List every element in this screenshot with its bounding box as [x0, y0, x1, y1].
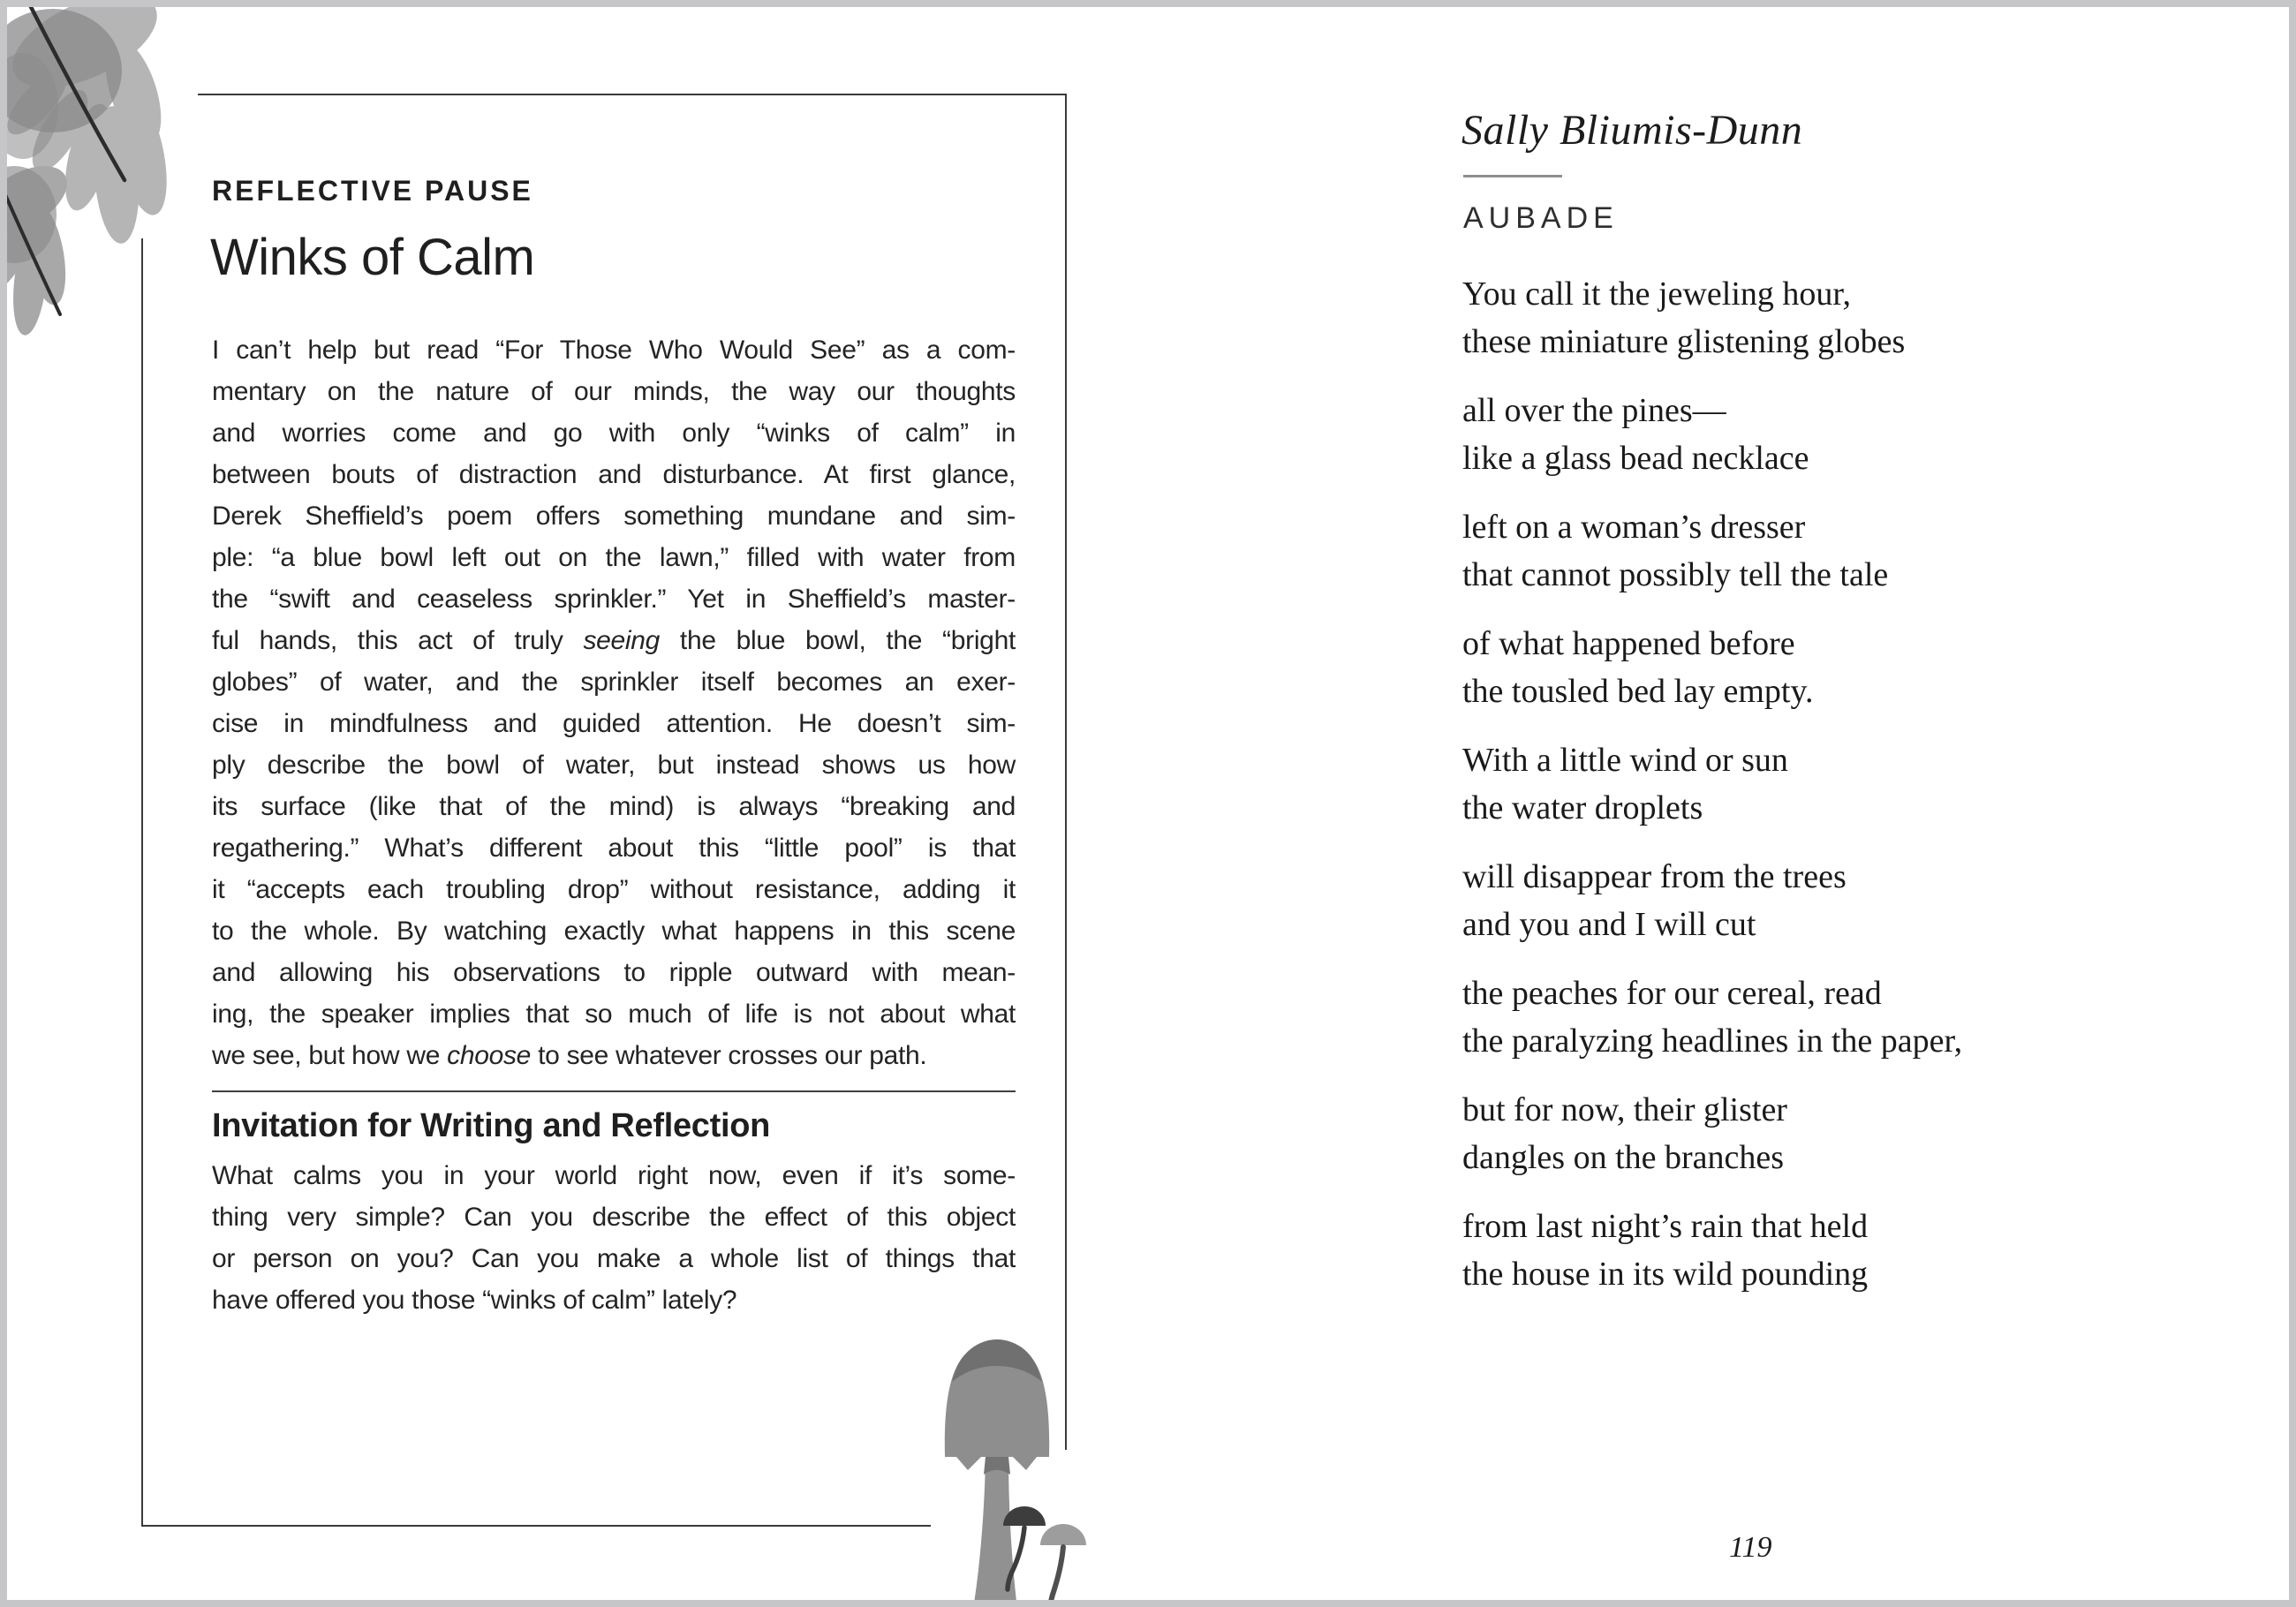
poem-title: AUBADE: [1463, 201, 1619, 235]
essay-line: the “swift and ceaseless sprinkler.” Yet in Sheffield’s master-: [212, 585, 1016, 614]
poem-author: Sally Bliumis-Dunn: [1461, 107, 1803, 154]
invitation-heading: Invitation for Writing and Reflection: [212, 1107, 771, 1144]
section-divider-rule: [212, 1090, 1016, 1092]
stanza: [1462, 1203, 1962, 1298]
essay-line: cise in mindfulness and guided attention. He doesn’t sim-: [212, 709, 1016, 738]
poem-line: these miniature glistening globes: [1462, 323, 1906, 360]
poem-line: that cannot possibly tell the tale: [1462, 556, 1889, 593]
poem-line: all over the pines—: [1462, 392, 1726, 429]
essay-line: ply describe the bowl of water, but instead shows us how: [212, 751, 1016, 780]
page-title: Winks of Calm: [210, 229, 535, 286]
essay-line-italic-word: choose: [447, 1041, 532, 1070]
poem-line: and you and I will cut: [1462, 906, 1756, 943]
essay-line: it “accepts each troubling drop” without resistance, adding it: [212, 875, 1016, 904]
poem-line: With a little wind or sun: [1462, 742, 1788, 779]
stanza: [1462, 736, 1962, 832]
essay-line-italic-word: seeing: [583, 626, 661, 655]
essay-line: [212, 1035, 1016, 1076]
essay-line-segment: the blue bowl, the “bright: [660, 626, 1016, 655]
leaf-ornament-icon: [7, 7, 201, 360]
essay-line: its surface (like that of the mind) is always “breaking and: [212, 792, 1016, 821]
essay-line-segment: we see, but how we: [212, 1041, 448, 1070]
poem-line: You call it the jeweling hour,: [1462, 275, 1852, 313]
essay-line: I can’t help but read “For Those Who Would See” as a com-: [212, 336, 1016, 365]
essay-line: Derek Sheffield’s poem offers something mundane and sim-: [212, 502, 1016, 531]
poem-body: [1462, 270, 1962, 1319]
essay-line-segment: ful hands, this act of truly: [212, 626, 584, 655]
poem-line: the water droplets: [1462, 789, 1703, 826]
invitation-line: What calms you in your world right now, even if it’s some-: [212, 1161, 1016, 1190]
poem-line: the house in its wild pounding: [1462, 1256, 1869, 1293]
poem-line: like a glass bead necklace: [1462, 440, 1809, 477]
stanza: [1462, 1086, 1962, 1181]
essay-line: to the whole. By watching exactly what happens in this scene: [212, 917, 1016, 946]
essay-line-segment: to see whatever crosses our path.: [531, 1041, 927, 1070]
stanza: [1462, 270, 1962, 366]
essay-line: regathering.” What’s different about this “little pool” is that: [212, 834, 1016, 863]
invitation-line: thing very simple? Can you describe the effect of this object: [212, 1203, 1016, 1232]
stanza: [1462, 969, 1962, 1065]
poem-line: left on a woman’s dresser: [1462, 509, 1806, 546]
invitation-line: have offered you those “winks of calm” lately?: [212, 1286, 737, 1315]
poem-line: the tousled bed lay empty.: [1462, 673, 1814, 710]
poem-line: the peaches for our cereal, read: [1462, 975, 1882, 1012]
poem-line: will disappear from the trees: [1462, 858, 1847, 895]
stanza: [1462, 503, 1962, 599]
essay-line: globes” of water, and the sprinkler itself becomes an exer-: [212, 668, 1016, 697]
essay-line: ing, the speaker implies that so much of life is not about what: [212, 1000, 1016, 1029]
page-kicker: REFLECTIVE PAUSE: [212, 175, 533, 207]
poem-line: the paralyzing headlines in the paper,: [1462, 1022, 1963, 1060]
invitation-line: or person on you? Can you make a whole list of things that: [212, 1244, 1016, 1273]
page-number: 119: [1729, 1531, 1772, 1564]
essay-line: between bouts of distraction and disturbance. At first glance,: [212, 460, 1016, 489]
author-rule: [1463, 175, 1562, 177]
essay-line: [212, 620, 1016, 661]
poem-line: from last night’s rain that held: [1462, 1208, 1869, 1245]
stanza: [1462, 853, 1962, 948]
mushroom-ornament-icon: [915, 1333, 1114, 1607]
essay-line: and worries come and go with only “winks of calm” in: [212, 419, 1016, 448]
stanza: [1462, 387, 1962, 482]
essay-line: and allowing his observations to ripple outward with mean-: [212, 958, 1016, 987]
poem-line: dangles on the branches: [1462, 1139, 1785, 1176]
stanza: [1462, 620, 1962, 715]
essay-body: [212, 329, 1016, 1076]
invitation-body: [212, 1155, 1016, 1321]
poem-line: of what happened before: [1462, 625, 1795, 662]
essay-line: mentary on the nature of our minds, the way our thoughts: [212, 377, 1016, 406]
essay-line: ple: “a blue bowl left out on the lawn,” filled with water from: [212, 543, 1016, 572]
poem-line: but for now, their glister: [1462, 1091, 1787, 1128]
